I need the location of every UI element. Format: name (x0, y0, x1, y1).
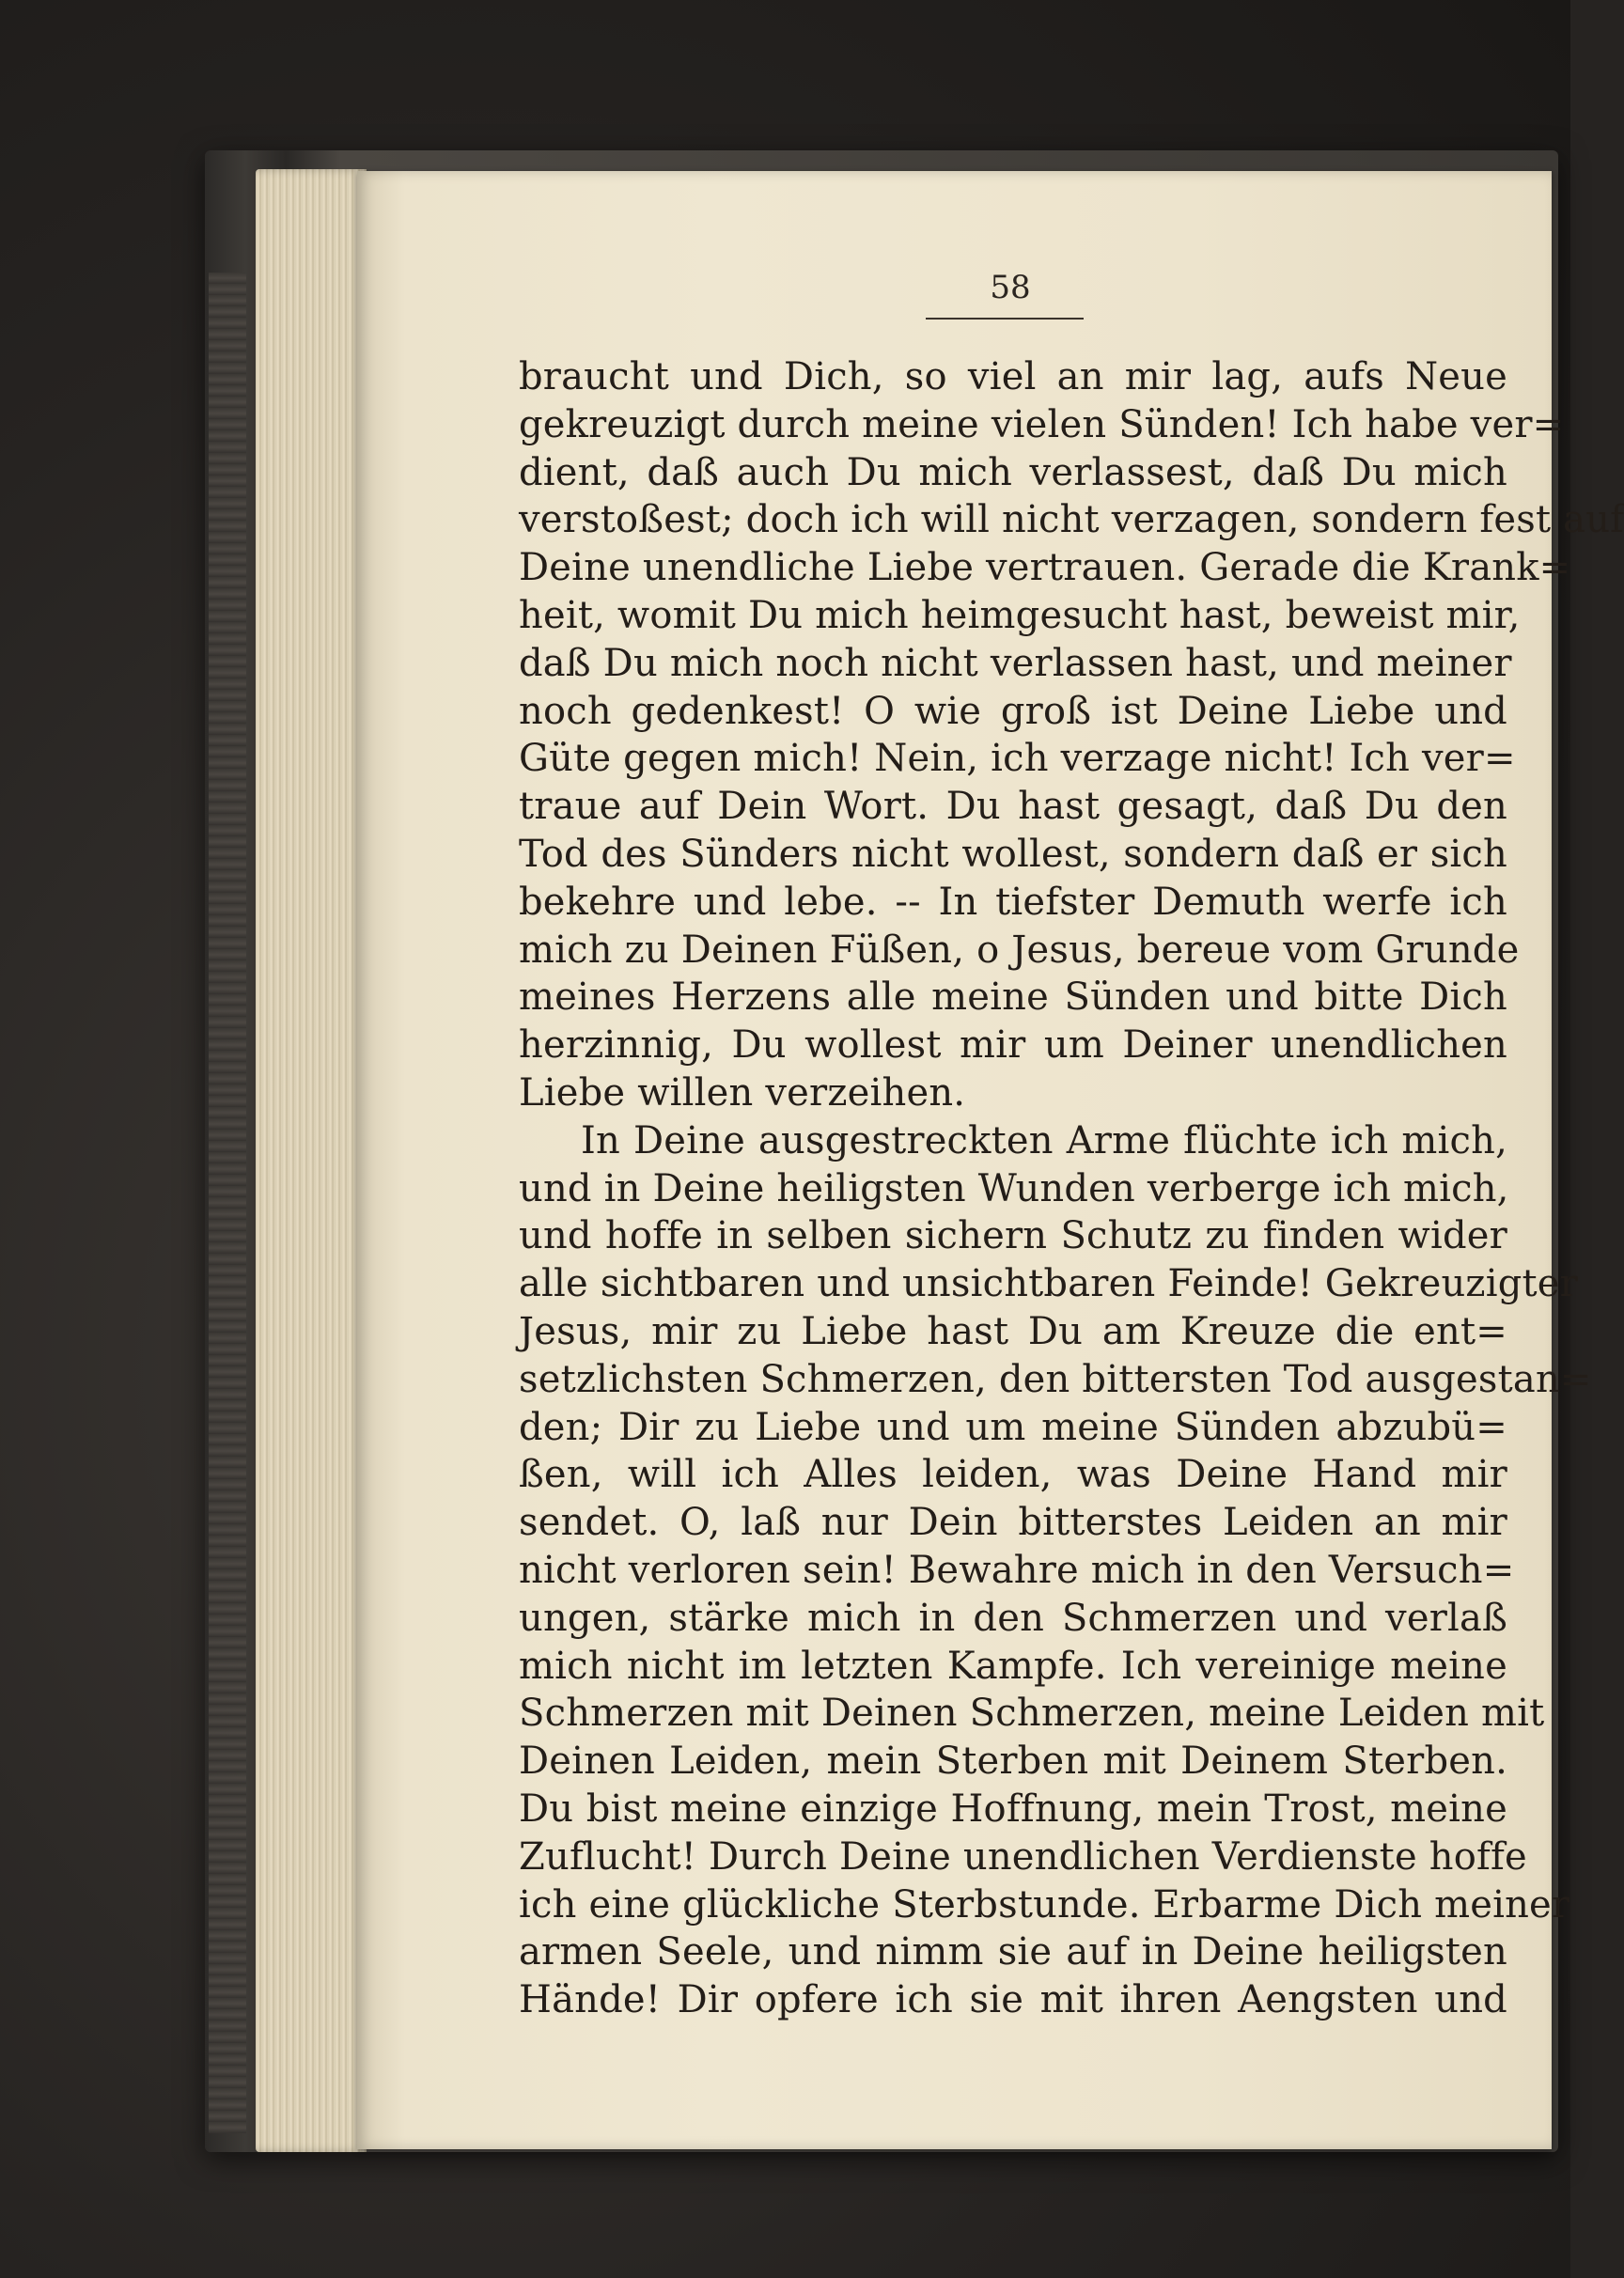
text-line: nicht verloren sein! Bewahre mich in den Versuch= (519, 1548, 1515, 1592)
text-line: Zuflucht! Durch Deine unendlichen Verdienste hoffe (519, 1834, 1527, 1879)
body-text (519, 353, 1624, 2026)
text-line: In Deine ausgestreckten Arme flüchte ich mich, (581, 1118, 1507, 1162)
text-line: den; Dir zu Liebe und um meine Sünden abzubü= (519, 1405, 1507, 1449)
text-line: Deine unendliche Liebe vertrauen. Gerade die Krank= (519, 546, 1571, 590)
text-line: Hände! Dir opfere ich sie mit ihren Aengsten und (519, 1978, 1507, 2022)
text-line: mich nicht im letzten Kampfe. Ich vereinige meine (519, 1644, 1507, 1688)
text-line: noch gedenkest! O wie groß ist Deine Liebe und (519, 689, 1507, 733)
text-line: sendet. O, laß nur Dein bitterstes Leiden an mir (519, 1501, 1507, 1545)
text-line: mich zu Deinen Füßen, o Jesus, bereue vom Grunde (519, 928, 1520, 972)
text-line: daß Du mich noch nicht verlassen hast, und meiner (519, 641, 1512, 685)
text-line: dient, daß auch Du mich verlassest, daß Du mich (519, 450, 1507, 494)
text-line: setzlichsten Schmerzen, den bittersten Tod ausgestan= (519, 1357, 1592, 1401)
text-line: Tod des Sünders nicht wollest, sondern daß er sich (519, 832, 1507, 876)
text-line: und hoffe in selben sichern Schutz zu finden wider (519, 1214, 1507, 1258)
text-line: Du bist meine einzige Hoffnung, mein Trost, meine (519, 1787, 1507, 1831)
text-line: gekreuzigt durch meine vielen Sünden! Ich habe ver= (519, 402, 1565, 446)
text-line: ßen, will ich Alles leiden, was Deine Hand mir (519, 1453, 1507, 1497)
text-line: traue auf Dein Wort. Du hast gesagt, daß Du den (519, 785, 1507, 829)
text-line: braucht und Dich, so viel an mir lag, aufs Neue (519, 355, 1507, 398)
text-line: Jesus, mir zu Liebe hast Du am Kreuze die ent= (519, 1309, 1507, 1353)
text-line: ungen, stärke mich in den Schmerzen und verlaß (519, 1596, 1507, 1640)
text-line: alle sichtbaren und unsichtbaren Feinde! Gekreuzigter (519, 1262, 1578, 1306)
text-line: und in Deine heiligsten Wunden verberge ich mich, (519, 1166, 1509, 1210)
text-line: verstoßest; doch ich will nicht verzagen, sondern fest auf (519, 498, 1624, 542)
page-stack-edges (256, 169, 367, 2152)
book-spine-edge (209, 273, 246, 2133)
text-line: heit, womit Du mich heimgesucht hast, beweist mir, (519, 593, 1521, 637)
text-line: ich eine glückliche Sterbstunde. Erbarme Dich meiner (519, 1882, 1570, 1927)
page-number-rule (926, 318, 1084, 320)
text-line: Schmerzen mit Deinen Schmerzen, meine Leiden mit (519, 1692, 1545, 1736)
text-line: Güte gegen mich! Nein, ich verzage nicht! Ich ver= (519, 737, 1516, 781)
text-line: Deinen Leiden, mein Sterben mit Deinem Sterben. (519, 1740, 1507, 1784)
text-line: herzinnig, Du wollest mir um Deiner unendlichen (519, 1023, 1507, 1068)
text-line: armen Seele, und nimm sie auf in Deine heiligsten (519, 1930, 1507, 1974)
page-number: 58 (990, 269, 1031, 306)
text-line: Liebe willen verzeihen. (519, 1070, 966, 1115)
text-line: meines Herzens alle meine Sünden und bitte Dich (519, 975, 1507, 1020)
text-line: bekehre und lebe. -- In tiefster Demuth werfe ich (519, 880, 1507, 924)
